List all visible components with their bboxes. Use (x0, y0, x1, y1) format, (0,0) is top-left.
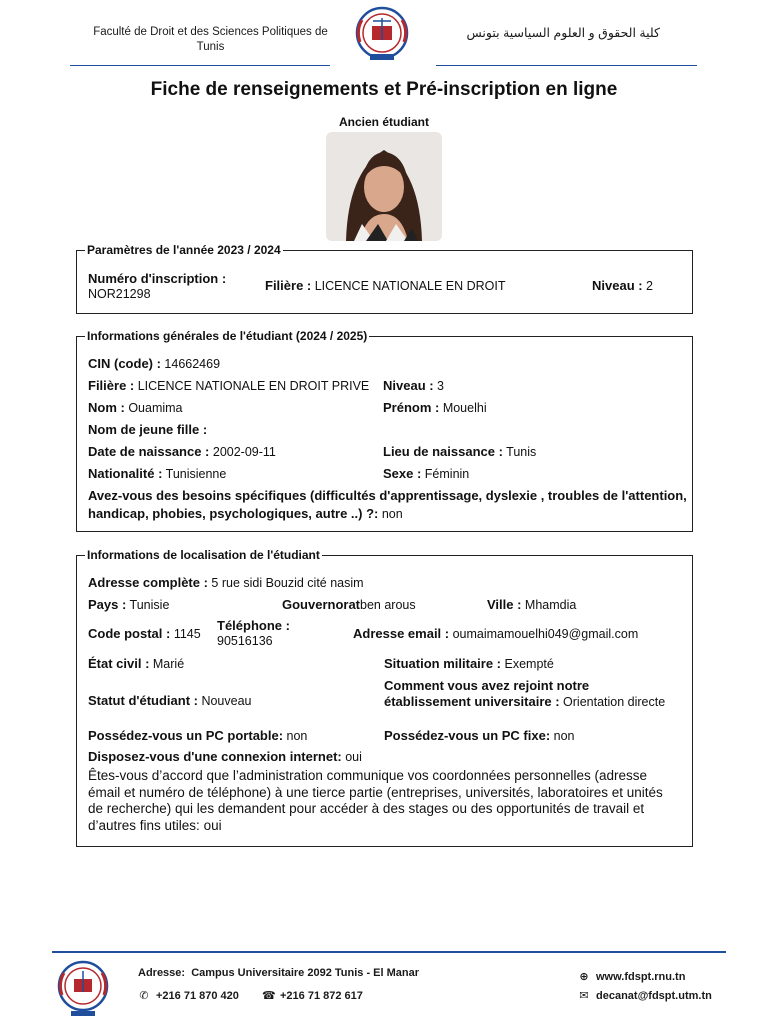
envelope-icon: ✉ (579, 990, 589, 1002)
field-pc-fixe: Possédez-vous un PC fixe: non (384, 728, 575, 743)
fax-icon: ☎ (262, 990, 276, 1002)
phone-icon: ✆ (139, 990, 149, 1002)
section-year-parameters (76, 243, 693, 314)
field-situation-militaire: Situation militaire : Exempté (384, 656, 554, 671)
footer-divider (52, 951, 726, 953)
section-localisation (76, 548, 693, 847)
field-date-naissance: Date de naissance : 2002-09-11 (88, 444, 276, 459)
field-pays: Pays : Tunisie (88, 597, 170, 612)
field-filiere: Filière : LICENCE NATIONALE EN DROIT (265, 278, 506, 293)
header-divider-right (436, 65, 697, 66)
field-gouvernorat: Gouvernoratben arous (282, 597, 416, 612)
field-code-postal: Code postal : 1145 (88, 626, 201, 641)
section-legend: Paramètres de l'année 2023 / 2024 (87, 243, 281, 257)
field-statut-etudiant: Statut d'étudiant : Nouveau (88, 693, 252, 708)
field-sexe: Sexe : Féminin (383, 466, 470, 481)
field-niveau: Niveau : 3 (383, 378, 445, 393)
header-divider-left (70, 65, 330, 66)
faculty-name-ar: كلية الحقوق و العلوم السياسية بتونس (466, 26, 660, 40)
field-lieu-naissance: Lieu de naissance : Tunis (383, 444, 537, 459)
field-email: Adresse email : oumaimamouelhi049@gmail.com (353, 626, 639, 641)
footer-fax: ☎ +216 71 872 617 (262, 990, 363, 1002)
field-accord-communication: Êtes-vous d’accord que l’administration communique vos coordonnées personnelles (adresse émail et numéro de téléphone) à une tierce partie (entreprises, universités, laboratoires et unités de recherche) qui les demandent pour accéder à des stages ou des opportunités de travail et d’autres fins utiles: oui (88, 768, 663, 833)
field-niveau: Niveau : 2 (592, 278, 654, 293)
field-nationalite: Nationalité : Tunisienne (88, 466, 227, 481)
field-etat-civil: État civil : Marié (88, 656, 185, 671)
footer-website[interactable]: ⊕ www.fdspt.rnu.tn (579, 971, 686, 983)
field-cin: CIN (code) : 14662469 (88, 356, 221, 371)
field-numero-inscription: Numéro d'inscription : NOR21298 (88, 271, 227, 301)
student-photo (326, 132, 442, 241)
field-nom-jeune-fille: Nom de jeune fille : (88, 422, 208, 437)
footer-address: Adresse: Campus Universitaire 2092 Tunis - El Manar (138, 967, 420, 979)
section-legend: Informations de localisation de l'étudiant (87, 548, 320, 562)
page-title: Fiche de renseignements et Pré-inscription en ligne (150, 79, 618, 100)
field-ville: Ville : Mhamdia (487, 597, 577, 612)
field-prenom: Prénom : Mouelhi (383, 400, 487, 415)
section-general-info (76, 329, 693, 532)
globe-icon: ⊕ (579, 971, 589, 983)
faculty-seal-icon (352, 4, 412, 62)
field-rejoint: Comment vous avez rejoint notre établissement universitaire : Orientation directe (384, 678, 666, 709)
footer-phone: ✆ +216 71 870 420 (139, 990, 239, 1002)
field-nom: Nom : Ouamima (88, 400, 183, 415)
field-pc-portable: Possédez-vous un PC portable: non (88, 728, 308, 743)
footer-email[interactable]: ✉ decanat@fdspt.utm.tn (579, 990, 712, 1002)
field-internet: Disposez-vous d'une connexion internet: oui (88, 749, 362, 764)
field-adresse: Adresse complète : 5 rue sidi Bouzid cité nasim (88, 575, 364, 590)
field-telephone: Téléphone : 90516136 (217, 618, 290, 648)
field-filiere: Filière : LICENCE NATIONALE EN DROIT PRIVE (88, 378, 370, 393)
section-legend: Informations générales de l'étudiant (2024 / 2025) (87, 329, 368, 343)
faculty-seal-icon (55, 958, 111, 1018)
faculty-name-fr: Faculté de Droit et des Sciences Politiques de Tunis (93, 26, 328, 53)
field-besoins-specifiques: Avez-vous des besoins spécifiques (difficultés d'apprentissage, dyslexie , troubles de l'attention, handicap, phobies, psychologiques, autre ..) ?: non (88, 488, 687, 521)
page-subtitle: Ancien étudiant (338, 115, 429, 129)
